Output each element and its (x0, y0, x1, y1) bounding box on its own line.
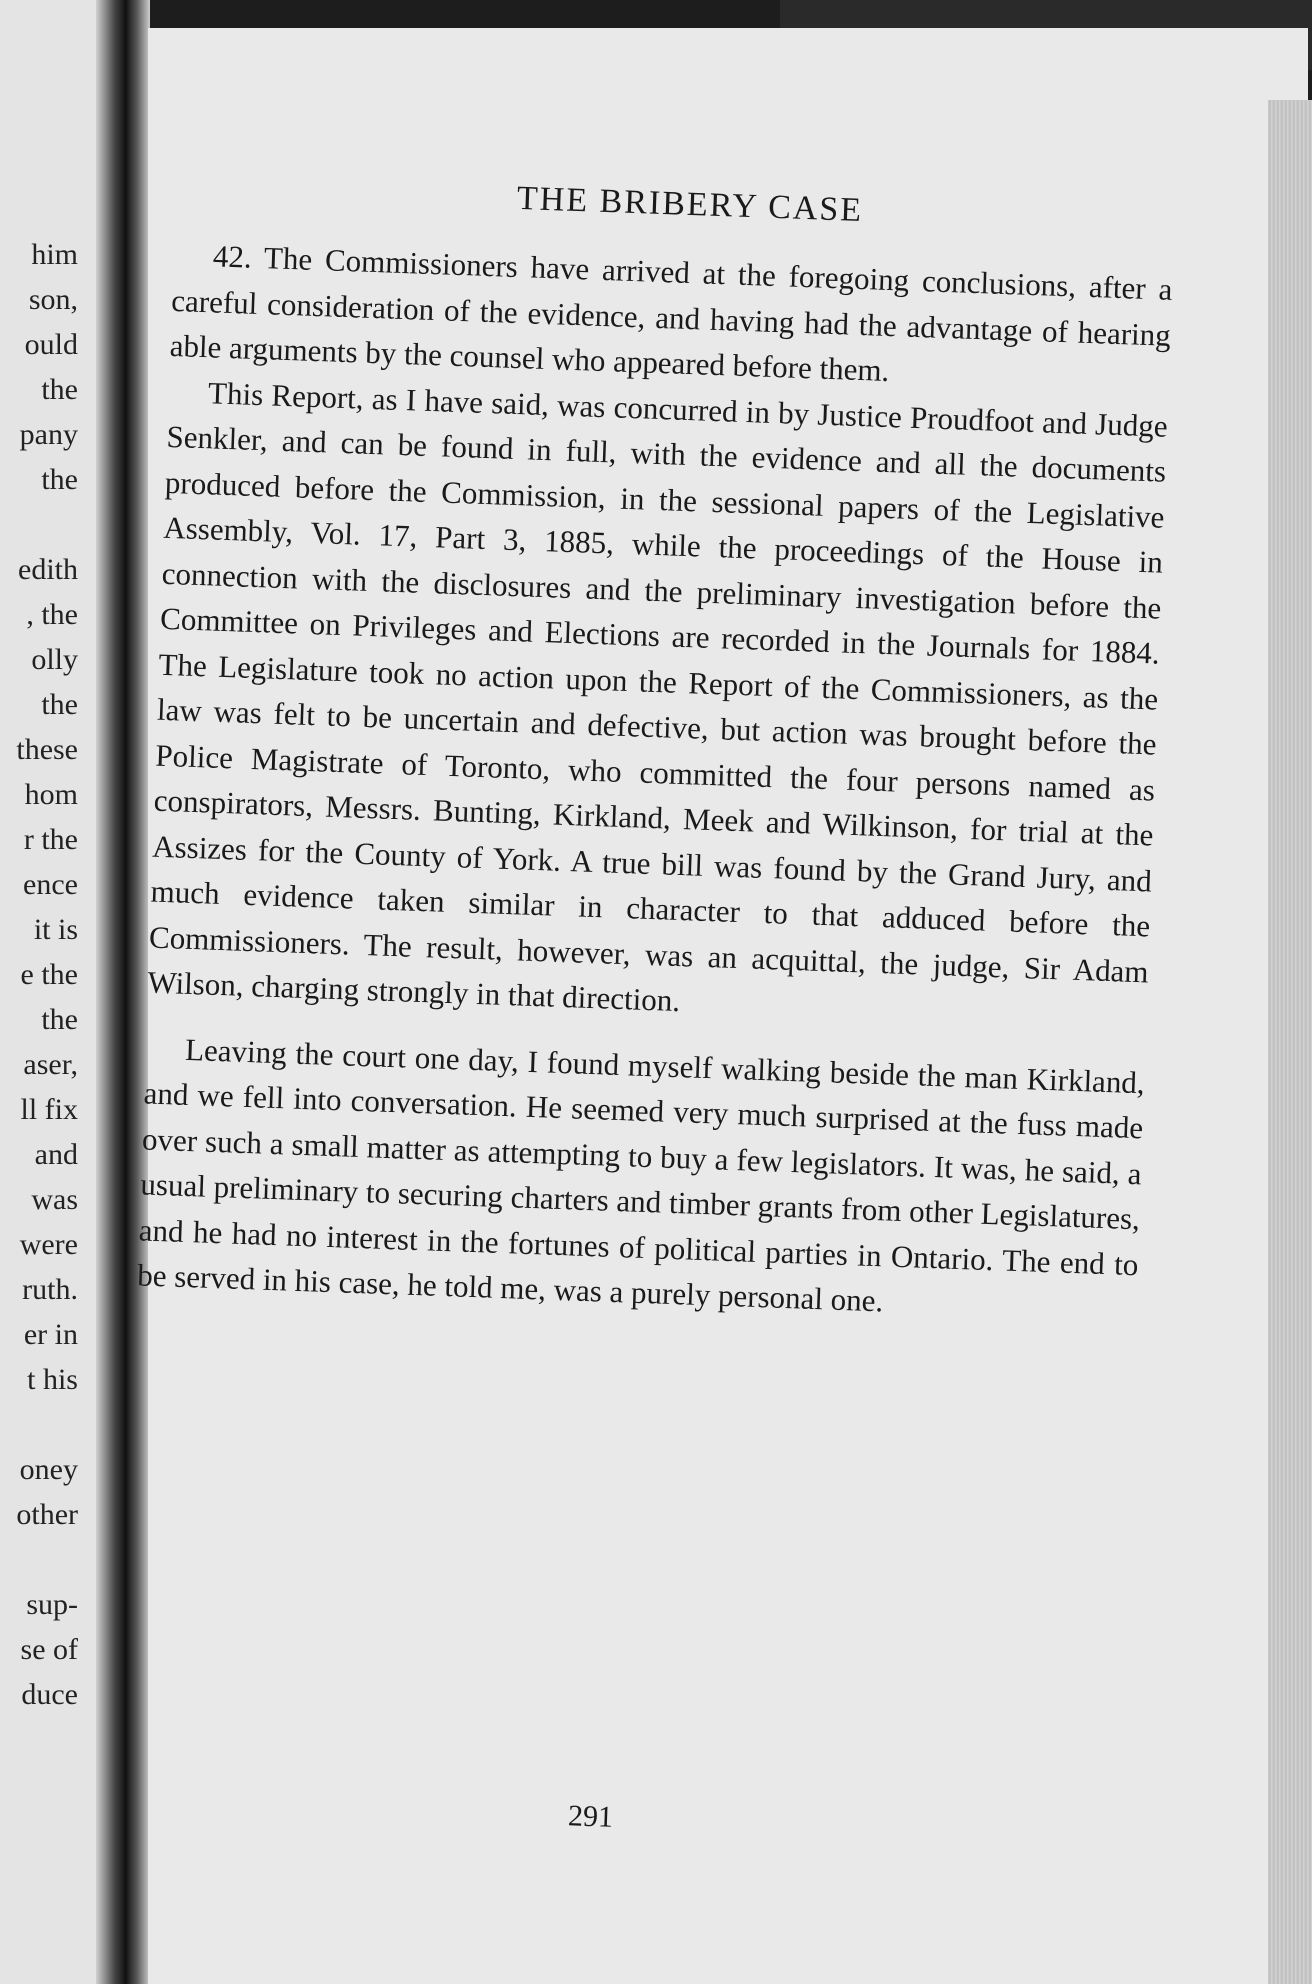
paragraph: This Report, as I have said, was concurred in by Justice Proudfoot and Judge Senkler, and can be found in full, with the evidence and all the documents produced before the Commission, in the sessional papers of the Legislative Assembly, Vol. 17, Part 3, 1885, while the proceedings of the House in connection with the disclosures and the preliminary investigation before the Committee on Privileges and Elections are recorded in the Journals for 1884. The Legislature took no action upon the Report of the Commissioners, as the law was felt to be uncertain and defective, but action was brought before the Police Magistrate of Toronto, who committed the four persons named as conspirators, Messrs. Bunting, Kirkland, Meek and Wilkinson, for trial at the Assizes for the County of York. A true bill was found by the Grand Jury, and much evidence taken similar in character to that adduced before the Commissioners. The result, however, was an acquittal, the judge, Sir Adam Wilson, charging strongly in that direction. (146, 374, 1169, 1019)
left-page-line: edith (18, 553, 78, 586)
left-page-line: other (16, 1498, 78, 1531)
left-page-line (0, 1537, 78, 1582)
left-page-line: , the (26, 598, 78, 631)
left-page-line: olly (31, 643, 78, 676)
page-content (137, 168, 1176, 1333)
left-page-line: pany (19, 418, 78, 451)
left-page-line: it is (33, 913, 78, 946)
left-page-line: er in (23, 1318, 78, 1351)
paragraph: 42. The Commissioners have arrived at the foregoing conclusions, after a careful consideration of the evidence, and having had the advantage of hearing able arguments by the counsel who appeared before them. (169, 238, 1173, 389)
left-page-line: hom (24, 778, 78, 811)
page-number: 291 (567, 1799, 614, 1834)
left-page-line: se of (20, 1633, 78, 1666)
left-page-line: ruth. (22, 1273, 78, 1306)
running-head: THE BRIBERY CASE (516, 179, 864, 229)
left-page-line (0, 1402, 78, 1447)
left-page-line: and (34, 1138, 78, 1171)
page-edges (1268, 100, 1312, 1984)
left-page-line: r the (23, 823, 78, 856)
left-page-line: duce (21, 1678, 78, 1711)
paragraph: Leaving the court one day, I found myself walking beside the man Kirkland, and we fell into conversation. He seemed very much surprised at the fuss made over such a small matter as attempting to buy a few legislators. It was, he said, a usual preliminary to securing charters and timber grants from other Legislatures, and he had no interest in the fortunes of political parties in Ontario. The end to be served in his case, he told me, was a purely personal one. (136, 1031, 1146, 1319)
left-page-line: was (31, 1183, 78, 1216)
left-page-line: aser, (23, 1048, 78, 1081)
left-page-line: the (41, 373, 78, 406)
left-page-line: the (41, 688, 78, 721)
left-page-line: ence (23, 868, 78, 901)
right-page (136, 28, 1308, 1984)
left-page-line: sup- (26, 1588, 78, 1621)
left-page-line: ll fix (20, 1093, 78, 1126)
left-page-line: son, (28, 283, 78, 316)
left-page-line: oney (19, 1453, 78, 1486)
left-page-line: the (41, 463, 78, 496)
book-gutter (96, 0, 150, 1984)
left-page-line: e the (20, 958, 78, 991)
left-page-text (0, 232, 78, 1717)
left-page-line: these (16, 733, 78, 766)
left-page-line: t his (27, 1363, 78, 1396)
left-page-line: the (41, 1003, 78, 1036)
left-page-line (0, 502, 78, 547)
left-page-line: ould (24, 328, 78, 361)
left-page-line: him (31, 238, 78, 271)
left-page-line: were (19, 1228, 78, 1261)
